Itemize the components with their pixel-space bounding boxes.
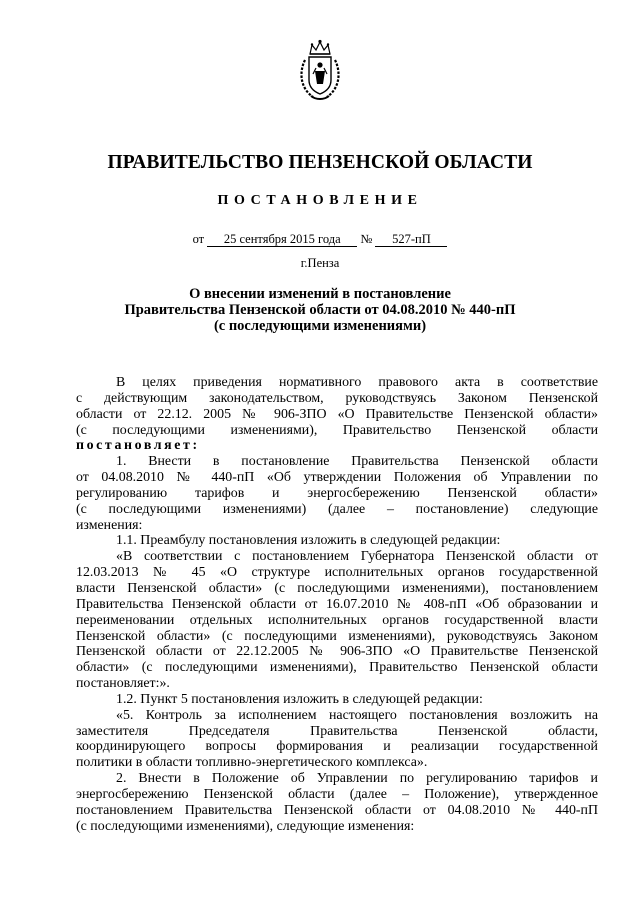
body-line: Правительства Пензенской области от 16.07.2010 № 408-пП «Об образовании и bbox=[76, 596, 598, 612]
document-subject bbox=[0, 286, 640, 334]
body-line: 1. Внести в постановление Правительства Пензенской области bbox=[116, 454, 598, 470]
document-meta-line bbox=[0, 232, 640, 247]
body-line: заместителя Председателя Правительства Пензенской области, bbox=[76, 723, 598, 739]
document-body bbox=[76, 375, 598, 834]
government-title: ПРАВИТЕЛЬСТВО ПЕНЗЕНСКОЙ ОБЛАСТИ bbox=[107, 152, 533, 173]
body-line: власти Пензенской области» (с последующими изменениями), постановлением bbox=[76, 580, 598, 596]
body-line: 12.03.2013 № 45 «О структуре исполнительных органов государственной bbox=[76, 565, 598, 581]
body-line: энергосбережению Пензенской области (далее – Положение), утвержденное bbox=[76, 786, 598, 802]
body-line: области от 22.12. 2005 № 906-ЗПО «О Правительстве Пензенской области» bbox=[76, 406, 598, 422]
body-line: (с последующими изменениями), Правительство Пензенской области bbox=[76, 422, 598, 438]
body-line: постановлением Правительства Пензенской области от 04.08.2010 № 440-пП bbox=[76, 802, 598, 818]
body-line: В целях приведения нормативного правового акта в соответствие bbox=[116, 375, 598, 390]
subject-line: О внесении изменений в постановление bbox=[189, 286, 451, 302]
body-line: (с последующими изменениями), следующие изменения: bbox=[76, 818, 415, 834]
document-type: ПОСТАНОВЛЕНИЕ bbox=[217, 193, 423, 208]
document-date: 25 сентября 2015 года bbox=[207, 233, 357, 247]
body-line: Пензенской области» (с последующими изменениями), руководствуясь Законом bbox=[76, 628, 598, 644]
body-line: 1.1. Преамбулу постановления изложить в следующей редакции: bbox=[116, 533, 501, 549]
body-line: (с последующими изменениями) (далее – постановление) следующие bbox=[76, 501, 598, 517]
coat-of-arms-emblem bbox=[296, 38, 344, 102]
body-line: Пензенской области от 22.12.2005 № 906-ЗПО «О Правительстве Пензенской bbox=[76, 644, 598, 660]
body-line: «5. Контроль за исполнением настоящего постановления возложить на bbox=[116, 707, 598, 723]
body-line: политики в области топливно-энергетического комплекса». bbox=[76, 755, 428, 771]
body-line: с действующим законодательством, руководствуясь Законом Пензенской bbox=[76, 390, 598, 406]
document-number: 527-пП bbox=[375, 233, 447, 247]
body-line: 1.2. Пункт 5 постановления изложить в следующей редакции: bbox=[116, 691, 483, 707]
body-line: «В соответствии с постановлением Губернатора Пензенской области от bbox=[116, 549, 598, 565]
body-line-resolves: постановляет: bbox=[76, 438, 200, 454]
subject-line: Правительства Пензенской области от 04.08.2010 № 440-пП bbox=[124, 302, 516, 318]
body-line: координирующего вопросы формирования и реализации государственной bbox=[76, 739, 598, 755]
body-line: 2. Внести в Положение об Управлении по регулированию тарифов и bbox=[116, 771, 598, 787]
city-name: г.Пенза bbox=[300, 256, 340, 270]
number-prefix: № bbox=[360, 232, 373, 246]
body-line: от 04.08.2010 № 440-пП «Об утверждении Положения об Управлении по bbox=[76, 470, 598, 486]
body-line: области» (с последующими изменениями), Правительство Пензенской области bbox=[76, 660, 598, 676]
body-line: переименовании отдельных исполнительных органов государственной власти bbox=[76, 612, 598, 628]
body-line: изменения: bbox=[76, 517, 143, 533]
subject-line: (с последующими изменениями) bbox=[213, 318, 427, 334]
date-prefix: от bbox=[192, 232, 205, 246]
body-line: постановляет:». bbox=[76, 676, 170, 692]
body-line: регулированию тарифов и энергосбережению Пензенской области» bbox=[76, 485, 598, 501]
